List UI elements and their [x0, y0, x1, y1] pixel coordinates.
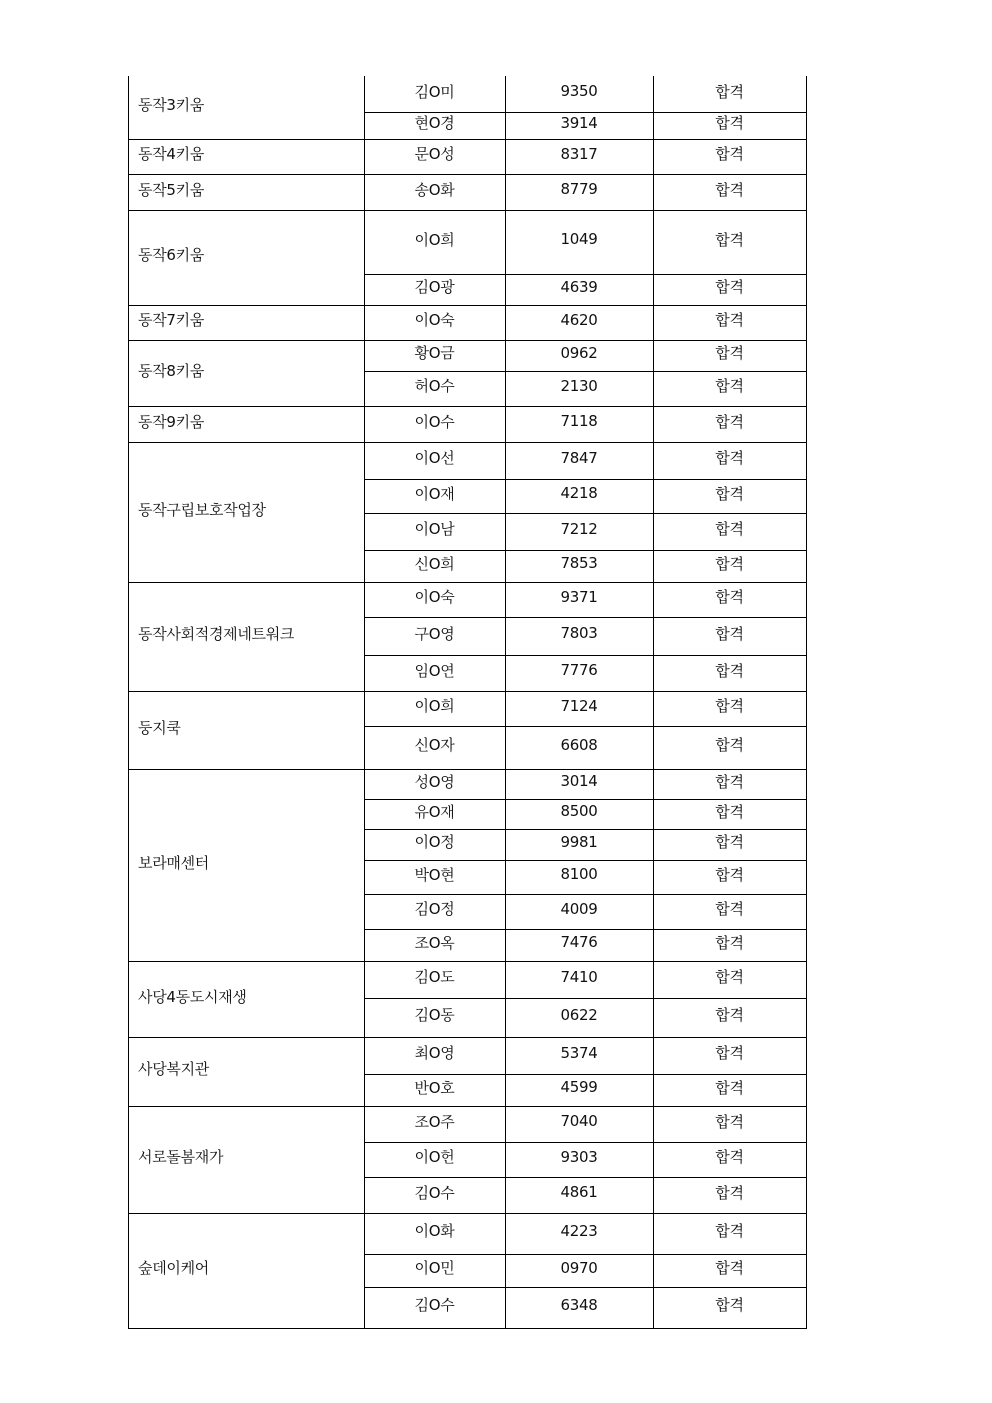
- result-status-cell: 합격: [715, 554, 744, 573]
- person-name-cell: 이O민: [414, 1259, 455, 1277]
- column-divider: [505, 76, 506, 1329]
- org-name-cell: 서로돌봄재가: [138, 1148, 224, 1166]
- result-status-cell: 합격: [715, 114, 744, 132]
- applicant-number-cell: 7853: [560, 554, 598, 572]
- applicant-number-cell: 7040: [560, 1112, 598, 1130]
- person-name-cell: 문O성: [414, 145, 455, 163]
- result-status-cell: 합격: [715, 82, 744, 101]
- applicant-number-cell: 4218: [560, 484, 598, 502]
- result-status-cell: 합격: [715, 1078, 744, 1097]
- org-name-cell: 숲데이케어: [138, 1259, 209, 1277]
- person-name-cell: 김O동: [414, 1006, 455, 1024]
- result-status-cell: 합격: [715, 588, 744, 606]
- applicant-number-cell: 9303: [560, 1147, 598, 1166]
- person-name-cell: 김O광: [414, 278, 455, 296]
- result-status-cell: 합격: [715, 1148, 744, 1166]
- person-name-cell: 박O현: [414, 865, 455, 884]
- person-name-cell: 이O정: [414, 833, 455, 851]
- person-name-cell: 신O자: [414, 736, 455, 754]
- applicant-number-cell: 2130: [560, 376, 598, 395]
- result-status-cell: 합격: [715, 377, 744, 395]
- result-status-cell: 합격: [715, 1006, 744, 1024]
- person-name-cell: 이O선: [414, 449, 455, 467]
- result-status-cell: 합격: [715, 1222, 744, 1240]
- org-name-cell: 동작3키움: [138, 96, 205, 114]
- applicant-number-cell: 7410: [560, 967, 598, 986]
- person-name-cell: 이O희: [414, 230, 455, 249]
- result-status-cell: 합격: [715, 1183, 744, 1202]
- applicant-number-cell: 6608: [560, 735, 598, 754]
- applicant-number-cell: 3014: [560, 772, 598, 790]
- org-name-cell: 사당복지관: [138, 1060, 209, 1078]
- person-name-cell: 최O영: [414, 1044, 455, 1062]
- applicant-number-cell: 8317: [560, 144, 598, 163]
- org-name-cell: 동작8키움: [138, 361, 205, 380]
- person-name-cell: 이O숙: [414, 588, 455, 606]
- person-name-cell: 이O희: [414, 697, 455, 715]
- result-status-cell: 합격: [715, 697, 744, 715]
- applicant-number-cell: 0970: [560, 1258, 598, 1277]
- group-divider: [128, 1328, 807, 1329]
- column-divider: [128, 76, 129, 1329]
- org-name-cell: 동작6키움: [138, 246, 205, 264]
- person-name-cell: 김O도: [414, 968, 455, 986]
- person-name-cell: 이O숙: [414, 311, 455, 329]
- applicant-number-cell: 0622: [560, 1005, 598, 1024]
- applicant-number-cell: 0962: [560, 343, 598, 362]
- result-status-cell: 합격: [715, 412, 744, 431]
- applicant-number-cell: 4223: [560, 1221, 598, 1240]
- applicant-number-cell: 8100: [560, 865, 598, 883]
- result-status-cell: 합격: [715, 833, 744, 851]
- org-name-cell: 사당4동도시재생: [138, 987, 247, 1006]
- result-status-cell: 합격: [715, 968, 744, 986]
- column-divider: [653, 76, 654, 1329]
- column-divider: [364, 76, 365, 1329]
- result-status-cell: 합격: [715, 661, 744, 680]
- result-status-cell: 합격: [715, 180, 744, 199]
- person-name-cell: 반O호: [414, 1078, 455, 1097]
- person-name-cell: 송O화: [414, 180, 455, 199]
- org-name-cell: 동작사회적경제네트워크: [138, 625, 295, 643]
- applicant-number-cell: 7124: [560, 696, 598, 715]
- result-status-cell: 합격: [715, 802, 744, 821]
- person-name-cell: 이O화: [414, 1222, 455, 1240]
- person-name-cell: 조O주: [414, 1112, 455, 1131]
- applicant-number-cell: 7803: [560, 624, 598, 642]
- org-name-cell: 보라매센터: [138, 853, 209, 872]
- result-status-cell: 합격: [715, 344, 744, 362]
- result-status-cell: 합격: [715, 900, 744, 918]
- applicant-number-cell: 6348: [560, 1295, 598, 1314]
- person-name-cell: 이O남: [414, 520, 455, 538]
- applicant-number-cell: 5374: [560, 1043, 598, 1062]
- org-name-cell: 동작구립보호작업장: [138, 500, 266, 519]
- applicant-number-cell: 8500: [560, 802, 598, 820]
- org-name-cell: 둥지쿡: [138, 718, 181, 737]
- person-name-cell: 김O정: [414, 900, 455, 918]
- applicant-number-cell: 7118: [560, 412, 598, 430]
- column-divider: [806, 76, 807, 1329]
- applicant-number-cell: 7776: [560, 661, 598, 679]
- result-status-cell: 합격: [715, 278, 744, 296]
- result-status-cell: 합격: [715, 520, 744, 538]
- person-name-cell: 이O재: [414, 484, 455, 503]
- result-status-cell: 합격: [715, 1259, 744, 1277]
- result-status-cell: 합격: [715, 1296, 744, 1314]
- result-status-cell: 합격: [715, 311, 744, 329]
- applicant-number-cell: 9371: [560, 587, 598, 606]
- result-status-cell: 합격: [715, 772, 744, 791]
- person-name-cell: 이O수: [414, 412, 455, 431]
- person-name-cell: 조O옥: [414, 933, 455, 952]
- org-name-cell: 동작7키움: [138, 311, 205, 329]
- applicant-number-cell: 8779: [560, 180, 598, 198]
- applicant-number-cell: 9981: [560, 832, 598, 851]
- person-name-cell: 현O경: [414, 114, 455, 132]
- applicant-number-cell: 7212: [560, 519, 598, 538]
- result-status-cell: 합격: [715, 230, 744, 249]
- person-name-cell: 이O헌: [414, 1148, 455, 1166]
- result-status-cell: 합격: [715, 1044, 744, 1062]
- result-status-cell: 합격: [715, 933, 744, 952]
- result-status-cell: 합격: [715, 736, 744, 754]
- org-name-cell: 동작5키움: [138, 180, 205, 199]
- result-status-cell: 합격: [715, 624, 744, 643]
- person-name-cell: 신O희: [414, 554, 455, 573]
- person-name-cell: 허O수: [414, 377, 455, 395]
- result-status-cell: 합격: [715, 1112, 744, 1131]
- result-status-cell: 합격: [715, 865, 744, 884]
- applicant-number-cell: 9350: [560, 82, 598, 100]
- applicant-number-cell: 4861: [560, 1183, 598, 1201]
- applicant-number-cell: 4620: [560, 310, 598, 329]
- person-name-cell: 임O연: [414, 661, 455, 680]
- person-name-cell: 황O금: [414, 344, 455, 362]
- person-name-cell: 김O미: [414, 82, 455, 101]
- org-name-cell: 동작9키움: [138, 412, 205, 431]
- person-name-cell: 성O영: [414, 772, 455, 791]
- org-name-cell: 동작4키움: [138, 145, 205, 163]
- result-status-cell: 합격: [715, 449, 744, 467]
- result-status-cell: 합격: [715, 484, 744, 503]
- person-name-cell: 구O영: [414, 624, 455, 643]
- applicant-number-cell: 4639: [560, 277, 598, 296]
- applicant-number-cell: 7847: [560, 448, 598, 467]
- applicant-number-cell: 7476: [560, 933, 598, 951]
- applicant-number-cell: 4009: [560, 899, 598, 918]
- result-status-cell: 합격: [715, 145, 744, 163]
- applicant-number-cell: 4599: [560, 1078, 598, 1096]
- applicant-number-cell: 1049: [560, 230, 598, 248]
- person-name-cell: 유O재: [414, 802, 455, 821]
- person-name-cell: 김O수: [414, 1183, 455, 1202]
- person-name-cell: 김O수: [414, 1296, 455, 1314]
- applicant-number-cell: 3914: [560, 113, 598, 132]
